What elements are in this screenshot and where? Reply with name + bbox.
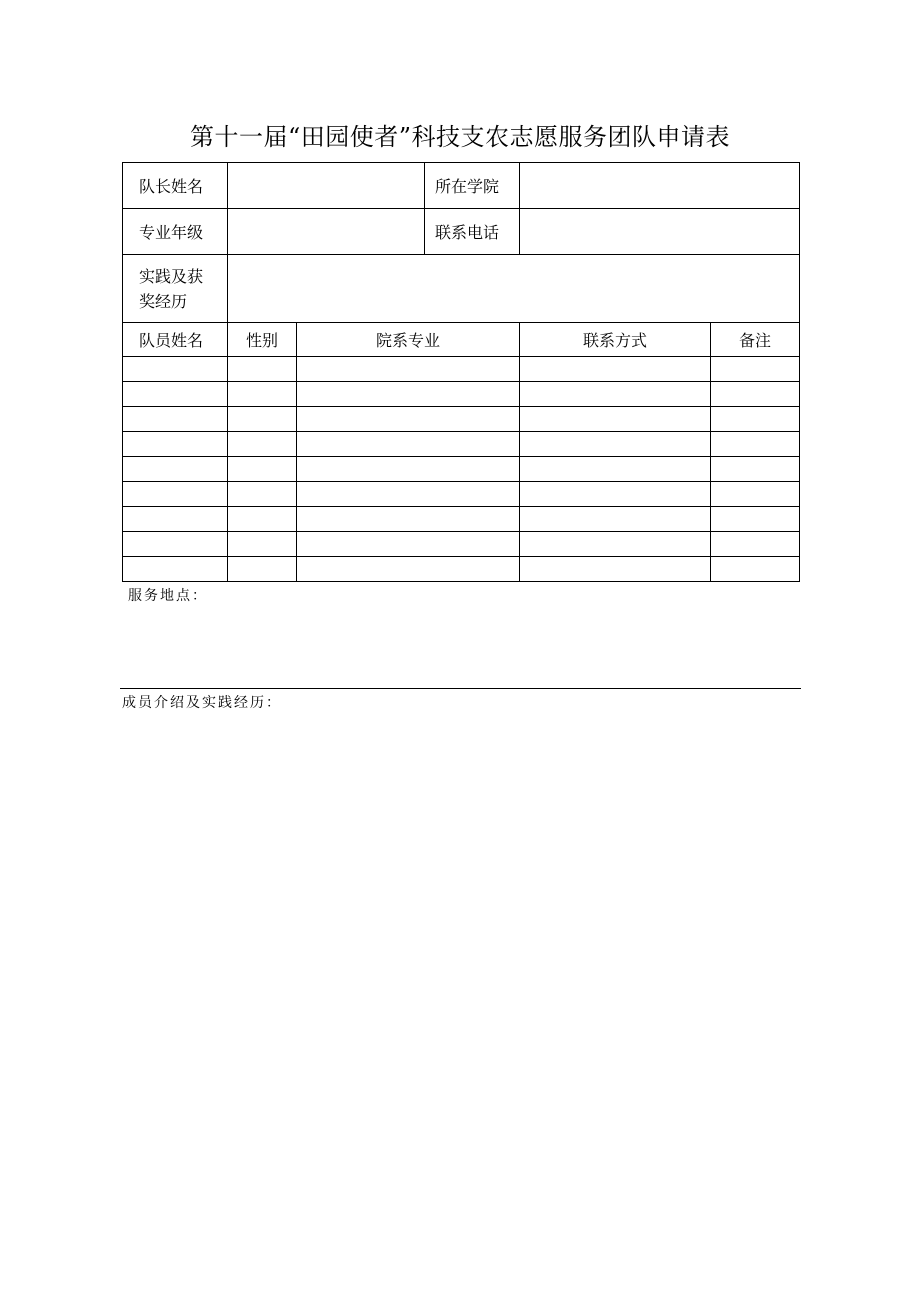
experience-field[interactable] [228,255,800,323]
leader-major-row [123,209,800,255]
phone-field[interactable] [520,209,800,255]
gender-cell[interactable] [228,407,297,432]
major-label: 专业年级 [123,209,228,255]
remarks-cell[interactable] [711,407,800,432]
table-row [123,482,800,507]
table-row [123,357,800,382]
member-name-cell[interactable] [123,382,228,407]
remarks-header: 备注 [711,323,800,357]
contact-cell[interactable] [520,532,711,557]
contact-cell[interactable] [520,407,711,432]
remarks-cell[interactable] [711,532,800,557]
table-row [123,407,800,432]
contact-cell[interactable] [520,457,711,482]
remarks-cell[interactable] [711,557,800,582]
member-name-cell[interactable] [123,407,228,432]
department-major-cell[interactable] [297,357,520,382]
remarks-cell[interactable] [711,482,800,507]
phone-label: 联系电话 [425,209,520,255]
table-row [123,532,800,557]
member-name-cell[interactable] [123,507,228,532]
department-major-cell[interactable] [297,482,520,507]
department-major-cell[interactable] [297,457,520,482]
remarks-cell[interactable] [711,507,800,532]
contact-header: 联系方式 [520,323,711,357]
table-row [123,507,800,532]
table-row [123,557,800,582]
member-name-cell[interactable] [123,482,228,507]
member-name-cell[interactable] [123,557,228,582]
leader-name-row [123,163,800,209]
department-major-cell[interactable] [297,557,520,582]
gender-cell[interactable] [228,507,297,532]
gender-cell[interactable] [228,357,297,382]
gender-header: 性别 [228,323,297,357]
remarks-cell[interactable] [711,457,800,482]
leader-name-label: 队长姓名 [123,163,228,209]
gender-cell[interactable] [228,482,297,507]
experience-row [123,255,800,323]
department-major-cell[interactable] [297,432,520,457]
gender-cell[interactable] [228,382,297,407]
contact-cell[interactable] [520,357,711,382]
experience-label [123,255,228,323]
remarks-cell[interactable] [711,382,800,407]
table-row [123,432,800,457]
college-field[interactable] [520,163,800,209]
department-major-header: 院系专业 [297,323,520,357]
member-name-header: 队员姓名 [123,323,228,357]
college-label: 所在学院 [425,163,520,209]
members-header-row [123,323,800,357]
experience-label-line1: 实践及获 [139,266,204,286]
section-divider [120,688,801,689]
contact-cell[interactable] [520,432,711,457]
contact-cell[interactable] [520,482,711,507]
gender-cell[interactable] [228,457,297,482]
gender-cell[interactable] [228,557,297,582]
service-location-label: 服务地点： [128,588,208,604]
page-title: 第十一届“田园使者”科技支农志愿服务团队申请表 [189,123,731,151]
contact-cell[interactable] [520,382,711,407]
application-form-table [122,162,800,582]
department-major-cell[interactable] [297,507,520,532]
table-row [123,382,800,407]
member-name-cell[interactable] [123,432,228,457]
major-field[interactable] [228,209,425,255]
department-major-cell[interactable] [297,532,520,557]
table-row [123,457,800,482]
member-name-cell[interactable] [123,457,228,482]
contact-cell[interactable] [520,507,711,532]
gender-cell[interactable] [228,432,297,457]
remarks-cell[interactable] [711,432,800,457]
experience-label-line2: 奖经历 [139,291,188,311]
member-name-cell[interactable] [123,532,228,557]
department-major-cell[interactable] [297,407,520,432]
members-intro-label: 成员介绍及实践经历： [122,695,282,711]
gender-cell[interactable] [228,532,297,557]
contact-cell[interactable] [520,557,711,582]
remarks-cell[interactable] [711,357,800,382]
member-name-cell[interactable] [123,357,228,382]
department-major-cell[interactable] [297,382,520,407]
leader-name-field[interactable] [228,163,425,209]
